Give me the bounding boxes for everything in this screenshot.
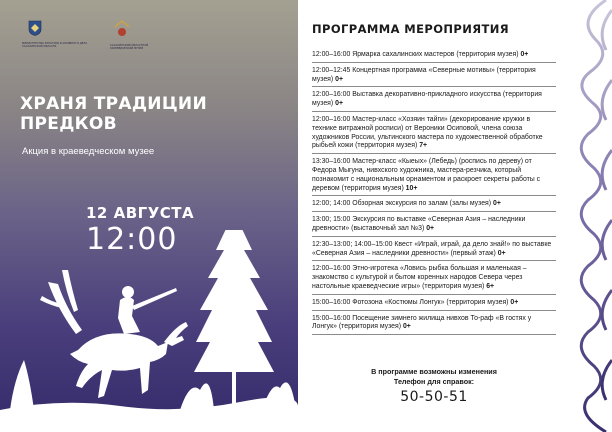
age-rating: 0+: [520, 51, 529, 58]
event-description: Выставка декоративно-прикладного искусства (территория музея): [312, 91, 542, 108]
event-time-range: 13:00; 15:00: [312, 216, 351, 224]
age-rating: 0+: [426, 224, 435, 232]
ministry-logo: [22, 20, 92, 48]
event-time-range: 12:00–16:00: [312, 91, 351, 99]
event-list: [312, 51, 556, 339]
event-description: Квест «Играй, играй, да дело знай!» по выставке «Северная Азия – наследники древности» (первый этаж): [312, 240, 552, 257]
list-item: [312, 265, 556, 294]
event-time-range: 12:00–16:00: [312, 265, 351, 273]
event-time-range: 12:00–16:00: [312, 51, 351, 58]
event-description: Экскурсия по выставке «Северная Азия – наследники древности» (выставочный зал №3): [312, 216, 526, 232]
list-item: [312, 216, 556, 237]
event-time-range: 13:30–16:00: [312, 158, 351, 166]
phone-number: 50-50-51: [400, 389, 468, 405]
age-rating: 7+: [419, 142, 428, 150]
ornament-border: [566, 0, 612, 432]
age-rating: 6+: [486, 282, 495, 290]
event-time-range: 15:00–16:00: [312, 314, 351, 322]
event-description: Мастер-класс «Хозяин тайги» (декорирование кружки в технике витражной росписи) от Вероники Осиповой, члена союза художников России, ультинского мастера по художественной обработке рыбьей кожи (территория музея): [312, 115, 543, 150]
title-line-1: ХРАНЯ ТРАДИЦИИ: [20, 94, 207, 114]
event-time: 12:00: [86, 222, 178, 257]
age-rating: 10+: [405, 184, 418, 192]
phone-label: Телефон для справок:: [393, 377, 475, 386]
museum-name: САХАЛИНСКИЙ ОБЛАСТНОЙ КРАЕВЕДЧЕСКИЙ МУЗЕЙ: [110, 44, 149, 51]
program-title: ПРОГРАММА МЕРОПРИЯТИЯ: [312, 22, 510, 36]
age-rating: 0+: [402, 323, 411, 331]
list-item: [312, 315, 556, 336]
age-rating: 0+: [335, 100, 343, 108]
event-time-range: 12:30–13:00; 14:00–15:00: [312, 240, 393, 248]
museum-logo: [110, 20, 160, 50]
list-item: [312, 116, 556, 154]
list-item: [312, 299, 556, 311]
silhouette-scene: [0, 230, 298, 432]
ground-silhouette: [0, 397, 298, 432]
event-date: 12 АВГУСТА: [86, 204, 195, 222]
page-title: [20, 94, 290, 134]
list-item: [312, 241, 556, 262]
event-time-range: 12:00–16:00: [312, 115, 351, 123]
tree-silhouette: [194, 230, 274, 410]
list-item: [312, 200, 556, 212]
event-description: Этно-игротека «Ловись рыбка большая и маленькая – знакомство с культурой и бытом коренных народов Севера через настольные краеведческие игры» (территория музея): [312, 265, 527, 290]
event-description: Посещение зимнего жилища нивхов То-раф «В гостях у Лонгук» (территория музея): [312, 314, 532, 331]
age-rating: 0+: [510, 298, 519, 306]
event-time-range: 15:00–16:00: [312, 298, 351, 306]
museum-roof-icon: [114, 20, 130, 38]
age-rating: 0+: [497, 249, 506, 257]
reindeer-rider-silhouette: [40, 270, 188, 398]
list-item: [312, 91, 556, 112]
hero-panel: [0, 0, 298, 432]
footer: [312, 367, 556, 405]
event-description: Ярмарка сахалинских мастеров (территория музея): [350, 51, 521, 58]
list-item: [312, 51, 556, 63]
title-line-2: ПРЕДКОВ: [20, 114, 117, 134]
event-time-range: 12:00–12:45: [312, 66, 351, 74]
age-rating: 0+: [335, 75, 343, 83]
age-rating: 0+: [492, 200, 501, 208]
changes-note: В программе возможны изменения: [371, 367, 497, 376]
event-description: Концертная программа «Северные мотивы» (территория музея): [312, 66, 536, 83]
event-time-range: 12:00; 14:00: [312, 200, 351, 208]
ministry-name: МИНИСТЕРСТВО КУЛЬТУРЫ И АРХИВНОГО ДЕЛА САХАЛИНСКОЙ ОБЛАСТИ: [22, 42, 88, 49]
crest-icon: [28, 20, 42, 36]
event-description: Мастер-класс «Кыеых» (Лебедь) (роспись по дереву) от Федора Мыгуна, нивхского художника, мастера-резчика, который познакомит с национальным орнаментом и раскроет секреты работы с деревом (территория музея): [312, 158, 541, 192]
list-item: [312, 158, 556, 196]
event-description: Фотозона «Костюмы Лонгук» (территория музея): [350, 298, 511, 306]
list-item: [312, 67, 556, 88]
subtitle: Акция в краеведческом музее: [22, 146, 155, 157]
event-description: Обзорная экскурсия по залам (залы музея): [350, 200, 493, 208]
